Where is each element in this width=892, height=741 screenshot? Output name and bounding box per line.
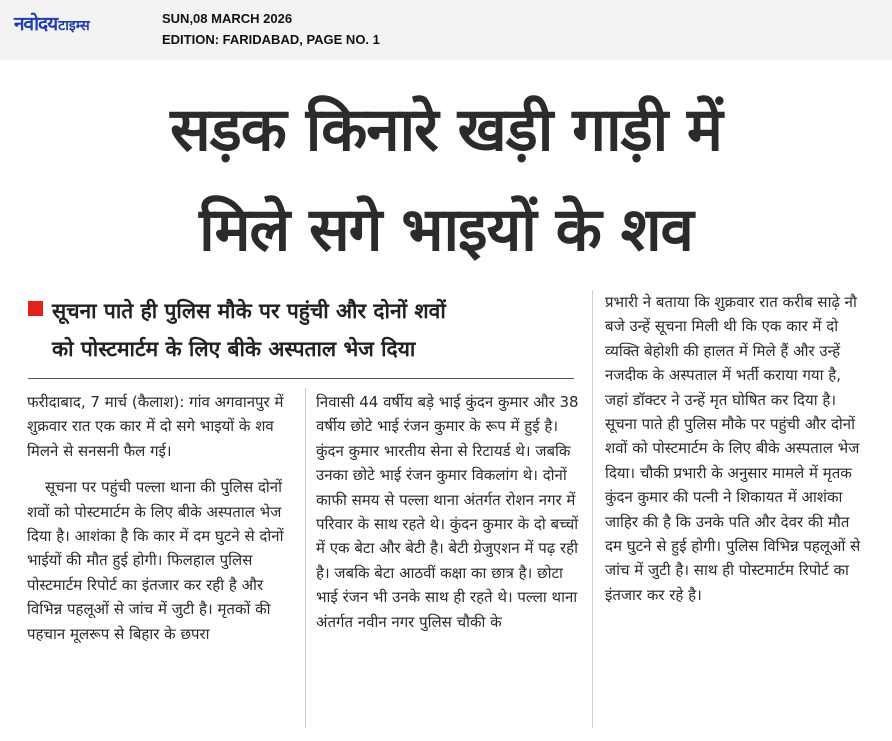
- subheadline-line-1: सूचना पाते ही पुलिस मौके पर पहुंची और दोनों शवों: [52, 299, 446, 323]
- publication-date: SUN,08 MARCH 2026: [162, 11, 293, 26]
- headline-line-2: मिले सगे भाइयों के शव: [199, 195, 693, 265]
- edition-info: [162, 8, 380, 50]
- red-square-bullet-icon: [28, 301, 43, 316]
- article-paragraph: सूचना पर पहुंची पल्ला थाना की पुलिस दोनों शवों को पोस्टमार्टम के लिए बीके अस्पताल भेज दिया है। आशंका है कि कार में दम घुटने से दोनों भाईयों की मौत हुई होगी। फिलहाल पुलिस पोस्टमार्टम रिपोर्ट का इंतजार कर रही है और विभिन्न पहलूओं से जांच में जुटी है। मृतकों की पहचान मूलरूप से बिहार के छपरा: [27, 478, 284, 643]
- headline-line-1: सड़क किनारे खड़ी गाड़ी में: [170, 95, 722, 165]
- article-paragraph: निवासी 44 वर्षीय बड़े भाई कुंदन कुमार और 38 वर्षीय छोटे भाई रंजन कुमार के रूप में हुई है। कुंदन कुमार भारतीय सेना से रिटायर्ड थे। जबकि उनका छोटे भाई रंजन कुमार विकलांग थे। दोनों काफी समय से पल्ला थाना अंतर्गत रोशन नगर में परिवार के साथ रहते थे। कुंदन कुमार के दो बच्चों में एक बेटा और बेटी है। बेटी ग्रेजुएशन में पढ़ रही है। जबकि बेटा आठवीं कक्षा का छात्र है। छोटा भाई रंजन भी उनके साथ ही रहते थे। पल्ला थाना अंतर्गत नवीन नगर पुलिस चौकी के: [316, 393, 579, 631]
- article-column-3: [605, 290, 867, 607]
- article-column-1: [27, 390, 297, 646]
- article-paragraph: प्रभारी ने बताया कि शुक्रवार रात करीब साढ़े नौ बजे उन्हें सूचना मिली थी कि एक कार में दो व्यक्ति बेहोशी की हालत में मिले हैं और उन्हें नजदीक के अस्पताल में भर्ती कराया गया है, जहां डॉक्टर ने उन्हें मृत घोषित कर दिया है। सूचना पाते ही पुलिस मौके पर पहुंची और दोनों शवों को पोस्टमार्टम के लिए बीके अस्पताल भेज दिया। चौकी प्रभारी के अनुसार मामले में मृतक कुंदन कुमार की पत्नी ने शिकायत में आशंका जाहिर की है कि उनके पति और देवर की मौत दम घुटने से हुई होगी। पुलिस विभिन्न पहलूओं से जांच में जुटी है। साथ ही पोस्टमार्टम रिपोर्ट का इंतजार कर रहे है।: [605, 293, 861, 604]
- masthead-bar: [0, 0, 892, 60]
- logo-main-text: नवोदय: [14, 13, 58, 35]
- article-column-2: [316, 390, 580, 634]
- headline: [0, 80, 892, 280]
- newspaper-logo[interactable]: [14, 10, 90, 36]
- subheadline-text: [52, 292, 592, 368]
- logo-sub-text: टाइम्स: [58, 18, 90, 34]
- subheadline-rule: [28, 378, 574, 379]
- column-divider: [305, 388, 306, 728]
- column-divider: [592, 290, 593, 728]
- edition-page: EDITION: FARIDABAD, PAGE NO. 1: [162, 32, 380, 47]
- article-paragraph: फरीदाबाद, 7 मार्च (कैलाश): गांव अगवानपुर में शुक्रवार रात एक कार में दो सगे भाइयों के शव मिलने से सनसनी फैल गई।: [27, 393, 284, 460]
- subheadline-line-2: को पोस्टमार्टम के लिए बीके अस्पताल भेज दिया: [52, 337, 416, 361]
